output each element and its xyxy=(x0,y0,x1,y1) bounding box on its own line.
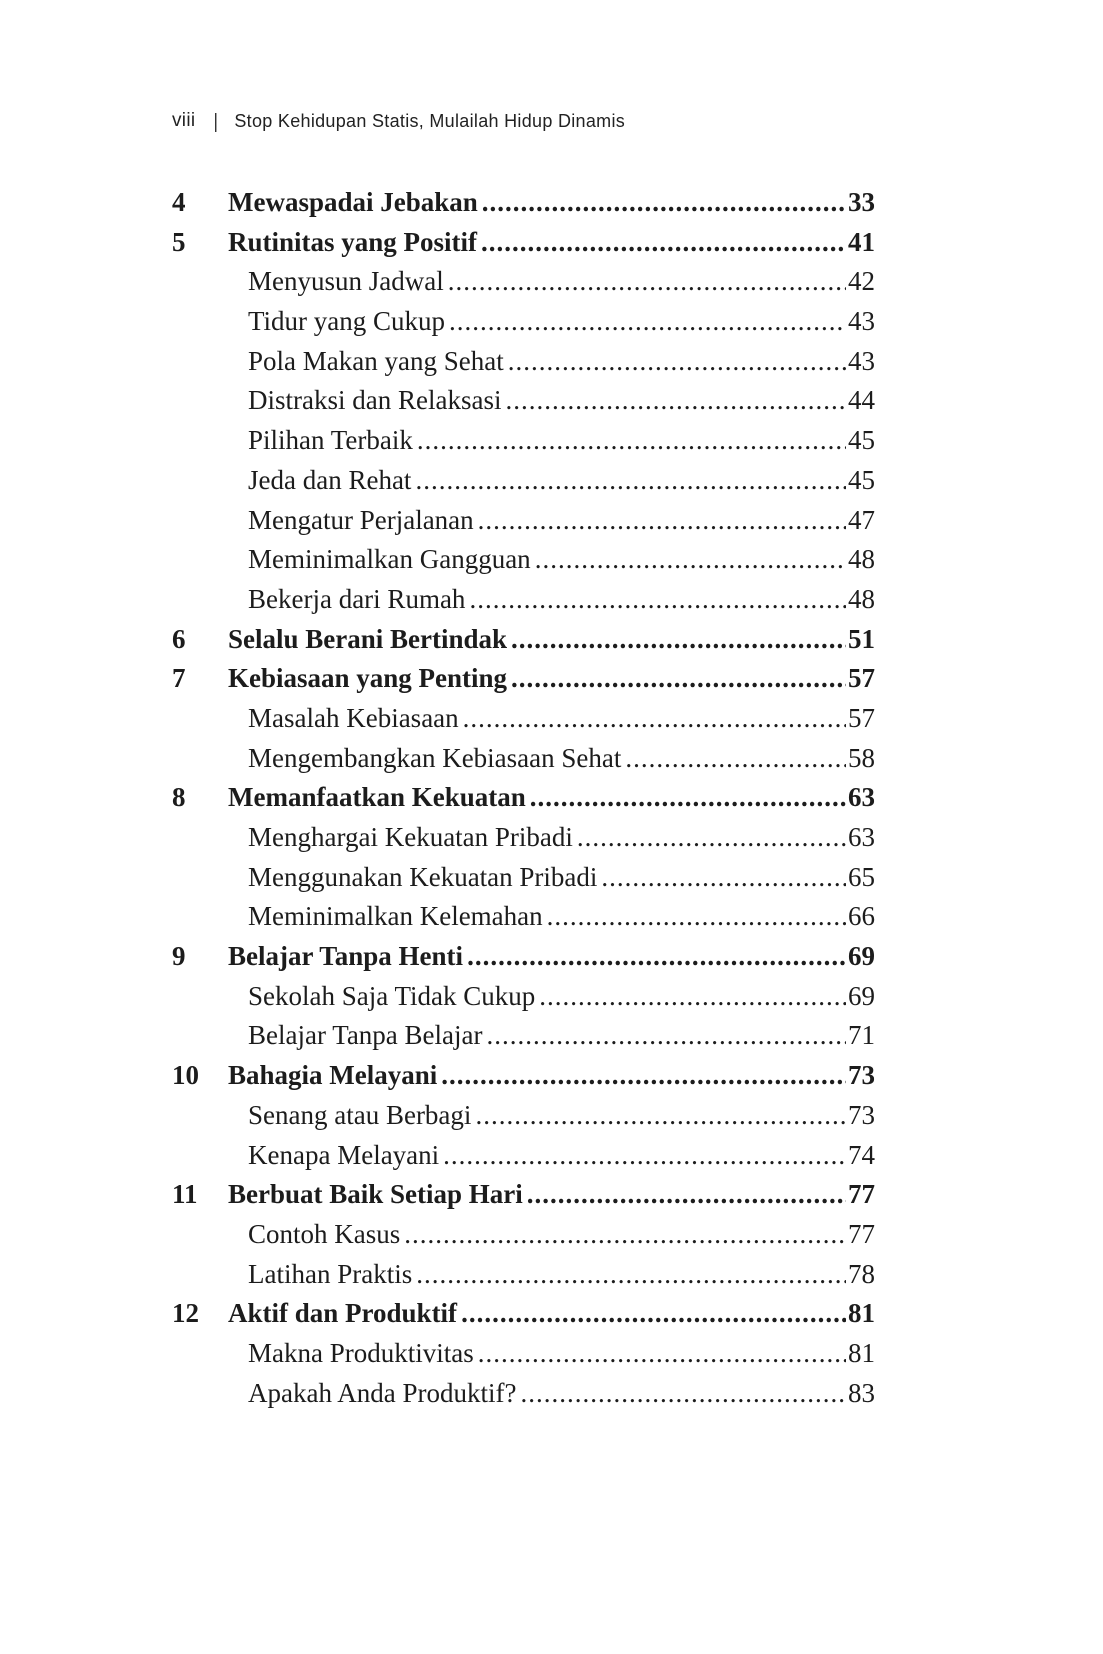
toc-entry xyxy=(172,977,875,1017)
toc-entry xyxy=(172,620,875,660)
entry-page-number: 77 xyxy=(848,1218,875,1249)
entry-page-number: 45 xyxy=(848,464,875,495)
header-divider: | xyxy=(213,108,219,132)
dot-leader xyxy=(478,501,846,541)
dot-leader xyxy=(482,183,846,223)
entry-page-number: 73 xyxy=(848,1099,875,1130)
entry-page-number: 43 xyxy=(848,306,875,337)
toc-entry xyxy=(172,421,875,461)
dot-leader xyxy=(511,659,846,699)
toc-entry xyxy=(172,778,875,818)
dot-leader xyxy=(547,897,846,937)
folio-page-number: viii xyxy=(172,110,196,131)
entry-page-number: 48 xyxy=(848,544,875,575)
toc-entry xyxy=(172,223,875,263)
toc-entry xyxy=(172,1334,875,1374)
dot-leader xyxy=(508,342,846,382)
entry-page-number: 65 xyxy=(848,861,875,892)
toc-entry xyxy=(172,183,875,223)
entry-page-number: 41 xyxy=(848,226,875,257)
entry-page-number: 42 xyxy=(848,266,875,297)
dot-leader xyxy=(461,1294,846,1334)
toc-entry xyxy=(172,699,875,739)
toc-entry xyxy=(172,739,875,779)
entry-title: Menyusun Jadwal xyxy=(248,266,444,297)
dot-leader xyxy=(487,1016,847,1056)
dot-leader xyxy=(601,858,846,898)
entry-title: Tidur yang Cukup xyxy=(248,306,446,337)
entry-page-number: 43 xyxy=(848,345,875,376)
entry-title: Meminimalkan Kelemahan xyxy=(248,901,543,932)
dot-leader xyxy=(443,1136,846,1176)
entry-title: Belajar Tanpa Henti xyxy=(228,941,464,972)
entry-page-number: 51 xyxy=(848,623,875,654)
dot-leader xyxy=(469,580,846,620)
entry-title: Meminimalkan Gangguan xyxy=(248,544,531,575)
entry-page-number: 47 xyxy=(848,504,875,535)
entry-title: Belajar Tanpa Belajar xyxy=(248,1020,483,1051)
toc-entry xyxy=(172,1016,875,1056)
entry-title: Apakah Anda Produktif? xyxy=(248,1377,517,1408)
table-of-contents xyxy=(172,183,875,1413)
dot-leader xyxy=(417,421,846,461)
toc-entry xyxy=(172,818,875,858)
chapter-number: 10 xyxy=(172,1060,199,1091)
entry-title: Sekolah Saja Tidak Cukup xyxy=(248,980,536,1011)
entry-page-number: 81 xyxy=(848,1337,875,1368)
toc-entry xyxy=(172,659,875,699)
dot-leader xyxy=(505,381,846,421)
entry-title: Mengatur Perjalanan xyxy=(248,504,474,535)
entry-page-number: 63 xyxy=(848,782,875,813)
dot-leader xyxy=(625,739,846,779)
chapter-number: 9 xyxy=(172,941,186,972)
toc-entry xyxy=(172,1096,875,1136)
entry-title: Makna Produktivitas xyxy=(248,1337,474,1368)
dot-leader xyxy=(577,818,846,858)
entry-page-number: 33 xyxy=(848,187,875,217)
dot-leader xyxy=(416,1255,846,1295)
entry-title: Pilihan Terbaik xyxy=(248,425,413,456)
entry-page-number: 77 xyxy=(848,1179,875,1210)
dot-leader xyxy=(463,699,846,739)
entry-page-number: 74 xyxy=(848,1139,875,1170)
toc-entry xyxy=(172,302,875,342)
entry-page-number: 73 xyxy=(848,1060,875,1091)
entry-title: Bahagia Melayani xyxy=(228,1060,438,1091)
toc-entry xyxy=(172,1136,875,1176)
toc-entry xyxy=(172,461,875,501)
entry-page-number: 57 xyxy=(848,663,875,694)
entry-title: Aktif dan Produktif xyxy=(228,1298,458,1329)
entry-title: Mewaspadai Jebakan xyxy=(228,187,478,217)
toc-entry xyxy=(172,262,875,302)
entry-page-number: 58 xyxy=(848,742,875,773)
entry-title: Berbuat Baik Setiap Hari xyxy=(228,1179,523,1210)
entry-title: Pola Makan yang Sehat xyxy=(248,345,504,376)
dot-leader xyxy=(475,1096,846,1136)
dot-leader xyxy=(467,937,846,977)
toc-entry xyxy=(172,540,875,580)
entry-page-number: 48 xyxy=(848,583,875,614)
toc-entry xyxy=(172,381,875,421)
entry-page-number: 71 xyxy=(848,1020,875,1051)
toc-entry xyxy=(172,1175,875,1215)
entry-title: Jeda dan Rehat xyxy=(248,464,412,495)
entry-title: Menghargai Kekuatan Pribadi xyxy=(248,822,573,852)
entry-title: Selalu Berani Bertindak xyxy=(228,623,508,654)
dot-leader xyxy=(478,1334,846,1374)
chapter-number: 7 xyxy=(172,663,186,694)
toc-entry xyxy=(172,1374,875,1414)
dot-leader xyxy=(448,262,846,302)
toc-entry xyxy=(172,501,875,541)
toc-entry xyxy=(172,1294,875,1334)
entry-page-number: 78 xyxy=(848,1258,875,1289)
dot-leader xyxy=(404,1215,846,1255)
page-header xyxy=(172,110,625,132)
chapter-number: 8 xyxy=(172,782,186,813)
dot-leader xyxy=(481,223,846,263)
dot-leader xyxy=(527,1175,846,1215)
entry-page-number: 69 xyxy=(848,980,875,1011)
toc-entry xyxy=(172,1215,875,1255)
toc-entry xyxy=(172,580,875,620)
entry-page-number: 81 xyxy=(848,1298,875,1329)
chapter-number: 6 xyxy=(172,623,186,654)
dot-leader xyxy=(535,540,846,580)
chapter-number: 5 xyxy=(172,226,186,257)
dot-leader xyxy=(415,461,846,501)
entry-page-number: 66 xyxy=(848,901,875,932)
entry-title: Rutinitas yang Positif xyxy=(228,226,478,257)
dot-leader xyxy=(449,302,846,342)
toc-entry xyxy=(172,342,875,382)
entry-title: Kenapa Melayani xyxy=(248,1139,440,1170)
dot-leader xyxy=(520,1374,846,1414)
entry-title: Memanfaatkan Kekuatan xyxy=(228,782,526,813)
entry-page-number: 45 xyxy=(848,425,875,456)
entry-title: Mengembangkan Kebiasaan Sehat xyxy=(248,742,622,773)
entry-title: Masalah Kebiasaan xyxy=(248,702,459,733)
toc-entry xyxy=(172,1255,875,1295)
book-title: Stop Kehidupan Statis, Mulailah Hidup Dinamis xyxy=(234,110,626,131)
toc-entry xyxy=(172,1056,875,1096)
dot-leader xyxy=(511,620,846,660)
toc-entry xyxy=(172,937,875,977)
entry-page-number: 83 xyxy=(848,1377,875,1408)
dot-leader xyxy=(530,778,846,818)
entry-page-number: 44 xyxy=(848,385,875,416)
entry-title: Kebiasaan yang Penting xyxy=(228,663,508,694)
entry-title: Senang atau Berbagi xyxy=(248,1099,472,1130)
dot-leader xyxy=(539,977,846,1017)
entry-title: Latihan Praktis xyxy=(248,1258,413,1289)
dot-leader xyxy=(441,1056,846,1096)
entry-title: Contoh Kasus xyxy=(248,1218,401,1249)
entry-title: Distraksi dan Relaksasi xyxy=(248,385,502,416)
chapter-number: 11 xyxy=(172,1179,198,1210)
chapter-number: 12 xyxy=(172,1298,199,1329)
entry-page-number: 69 xyxy=(848,941,875,972)
toc-entry xyxy=(172,858,875,898)
entry-title: Menggunakan Kekuatan Pribadi xyxy=(248,861,598,892)
entry-page-number: 57 xyxy=(848,702,875,733)
entry-page-number: 63 xyxy=(848,822,875,852)
chapter-number: 4 xyxy=(172,187,186,217)
entry-title: Bekerja dari Rumah xyxy=(248,583,466,614)
toc-entry xyxy=(172,897,875,937)
